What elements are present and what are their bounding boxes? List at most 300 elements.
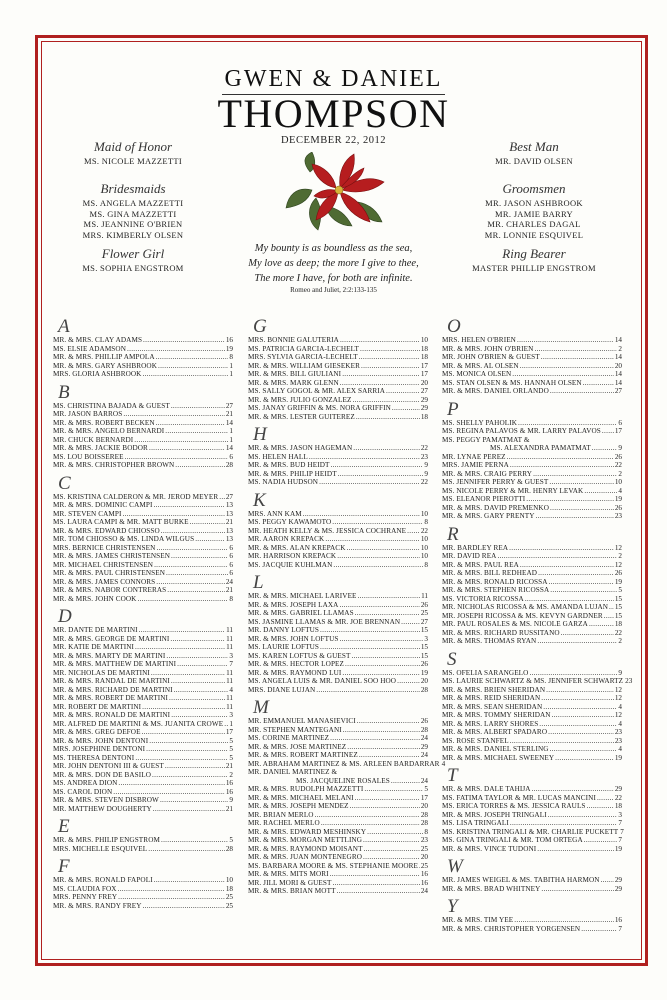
table-number: 29 [614,785,622,793]
table-number: 6 [229,543,233,552]
table-number: 25 [420,844,428,853]
guest-row [53,703,233,712]
section-letter: Y [447,896,458,917]
dot-leader [127,345,225,354]
table-number: 7 [618,924,622,933]
table-number: 4 [441,759,446,768]
dot-leader [321,819,420,828]
guest-row [442,620,622,629]
guest-name: MR. & MRS. SEAN SHERIDAN [442,702,543,711]
guest-name: MR. & MRS. CLAY ADAMS [53,336,143,344]
table-number: 15 [420,651,428,660]
verse-line: The more I have, for both are infinite. [254,273,413,284]
guest-name: MS. THERESA DENTONI [53,753,135,762]
table-number: 14 [614,353,622,361]
guest-row [53,669,233,678]
table-number: 29 [614,884,622,893]
guest-name: MR. & MRS. HECTOR LOPEZ [248,660,345,668]
dot-leader [167,586,225,595]
dot-leader [549,478,613,487]
table-number: 16 [420,870,428,878]
dot-leader [142,728,225,737]
guest-row [53,720,233,729]
guest-name: MR. & MRS. RONALD RICOSSA [442,577,548,586]
role-title: Flower Girl [101,246,165,261]
dot-leader [177,660,228,669]
table-number: 11 [226,677,233,685]
guest-name: MR. & MRS. GARY PRENTY [442,512,535,520]
guest-row [53,643,233,652]
table-number: 27 [614,387,622,395]
table-number: 18 [420,344,428,353]
section-letter: S [447,648,457,670]
table-number: 18 [614,620,622,628]
section-letter: P [447,398,459,420]
dot-leader [156,578,225,587]
dot-leader [161,836,228,845]
table-number: 8 [424,560,428,569]
table-number: 21 [225,586,233,594]
table-number: 22 [420,526,428,535]
guest-name: MR. & MRS. RONALD DE MARTINI [53,711,171,719]
table-number: 3 [229,651,233,660]
table-number: 19 [420,668,428,677]
dot-leader [113,788,225,797]
table-number: 6 [618,418,622,427]
guest-row [442,737,622,746]
guest-name: MR. & MRS. PHILIP HEIDT [248,469,337,478]
table-number: 26 [420,717,428,725]
guest-name: MR. DANIEL MARTINEZ & [248,768,338,776]
table-number: 5 [618,586,622,594]
guest-row [248,601,428,610]
table-number: 24 [225,577,233,586]
table-number: 18 [614,802,622,810]
guest-row [442,512,622,521]
guest-name: MR. & MRS. LARRY SHORES [442,719,539,728]
guest-name: MR. & MRS. BILL REDHEAD [442,569,538,577]
guest-name: MS. MONICA OLSEN [442,370,512,378]
table-number: 24 [420,751,428,759]
guest-row [442,885,622,894]
guest-name: MR. & MRS. RANDAL DE MARTINI [53,677,170,685]
guest-row [442,419,622,428]
dot-leader [537,845,614,854]
table-number: 11 [226,668,233,677]
guest-name: MR. & MRS. GARY ASHBROOK [53,361,157,370]
guest-name: MR. & MRS. BRIAN MOTT [248,887,336,895]
table-number: 19 [614,577,622,586]
guest-name: MR. & MRS. WILLIAM GIESEKER [248,361,360,370]
dot-leader [325,535,419,544]
table-number: 16 [225,787,233,796]
guest-row [248,785,428,794]
guest-row [53,885,233,894]
guest-row [248,387,428,396]
dot-leader [510,461,614,470]
guest-name: MR. DAVID REA [442,552,497,560]
table-number: 11 [226,643,233,651]
table-number: 22 [614,461,622,469]
dot-leader [135,754,228,763]
dot-leader [165,427,228,436]
guest-name: MR. & MRS. PHILLIP AMPOLA [53,353,155,361]
couple-first-names: GWEN & DANIEL [224,66,443,92]
guest-name: MR. & MRS. DAVID PREMENKO [442,503,550,512]
dot-leader [134,436,228,445]
seating-column-1 [53,318,233,915]
section-letter: K [253,489,266,511]
guest-name: MR. RACHEL MERLO [248,819,320,827]
seating-column-2 [248,316,446,901]
dot-leader [541,353,614,362]
guest-row [248,336,428,345]
guest-row [248,626,428,635]
guest-name: MR. & MRS. AL OLSEN [442,361,519,370]
table-number: 14 [225,418,233,427]
dot-leader [548,728,614,737]
guest-row [442,453,622,462]
section-letter: F [58,856,70,877]
guest-name: MS. JACQUELINE ROSALES [296,776,390,785]
guest-name: MR. HEATH KELLY & MS. JESSICA COCHRANE [248,526,407,535]
guest-row [248,404,428,413]
guest-row [442,811,622,820]
guest-name: MR. & MRS. JOSEPH MENDEZ [248,802,349,810]
table-number: 6 [229,552,233,560]
table-number: 4 [618,719,622,728]
dot-leader [517,336,614,345]
dot-leader [592,444,618,453]
section-letter: H [253,424,267,445]
table-number: 22 [614,793,622,802]
dot-leader [143,902,225,911]
section-letter: R [447,523,459,545]
table-number: 9 [229,796,233,804]
dot-leader [401,618,420,627]
verse-citation: Romeo and Juliet, 2:2:133-135 [290,286,377,294]
section-letter: M [253,697,269,718]
section-letter: W [447,856,463,877]
guest-name: MRS. PENNY FREY [53,893,118,901]
guest-name: MR. ROBERT DE MARTINI [53,702,142,711]
table-number: 1 [229,427,233,435]
dot-leader [538,569,614,578]
dot-leader [510,819,618,828]
verse-line: My bounty is as boundless as the sea, [254,243,413,254]
guest-name: MS. CLAUDIA FOX [53,884,117,893]
guest-row [442,629,622,638]
dot-leader [148,845,225,854]
table-number: 26 [420,600,428,609]
guest-name: MR. & MRS. THOMAS RYAN [442,637,537,645]
table-number: 23 [625,677,633,685]
guest-name: MR. & MRS. ALBERT SPADARO [442,728,548,736]
table-number: 6 [229,452,233,461]
table-number: 20 [614,361,622,370]
guest-row [248,478,428,487]
guest-name: MR. & MRS. RAYMOND MOISANT [248,844,363,853]
dot-leader [550,504,614,513]
table-number: 6 [229,560,233,569]
dot-leader [319,478,420,487]
table-number: 20 [420,853,428,861]
table-number: 27 [420,387,428,395]
guest-name: MR. & MRS. JUAN MONTENEGRO [248,853,363,861]
guest-name: MR. & MRS. STEPHEN RICOSSA [442,586,550,594]
guest-row [53,419,233,428]
verse-line: My love as deep; the more I give to thee, [248,258,419,269]
table-number: 12 [614,711,622,719]
dot-leader [333,879,420,888]
guest-row [442,336,622,345]
dot-leader [320,626,420,635]
guest-row [248,461,428,470]
guest-name: MR. & MRS. JOHN DENTONI [53,736,149,745]
dot-leader [520,561,614,570]
dot-leader [333,561,423,570]
poinsettia-illustration [282,152,388,236]
guest-row [248,444,428,453]
dot-leader [339,635,423,644]
table-number: 14 [614,370,622,378]
guest-name: MR. & MRS. DALE TAHIJA [442,785,531,793]
guest-name: MR. & MRS. CRAIG PERRY [442,469,533,478]
guest-row [442,603,622,612]
dot-leader [510,737,614,746]
dot-leader [604,612,614,621]
guest-row [53,527,233,536]
guest-name: MR. & MRS. ROBERT DE MARTINI [53,694,169,702]
guest-row [442,504,622,513]
dot-leader [356,413,420,422]
table-number: 2 [618,344,622,353]
dot-leader [345,660,420,669]
guest-name: MRS. BERNICE CHRISTENSEN [53,543,156,552]
table-number: 26 [614,503,622,512]
table-number: 24 [420,734,428,742]
guest-row [53,902,233,911]
guest-row [53,336,233,345]
party-name: MR. DAVID OLSEN [495,156,573,166]
guest-name: MR. JILL MORI & GUEST [248,878,332,887]
table-number: 28 [420,810,428,819]
guest-row [248,345,428,354]
guest-name: MR. EMMANUEL MANASIEVICI [248,717,356,725]
party-name: MS. GINA MAZZETTI [89,208,177,219]
table-number: 27 [420,617,428,626]
dot-leader [171,552,228,561]
table-number: 25 [225,901,233,910]
guest-row [442,461,622,470]
section-letter: E [58,816,70,837]
guest-row [53,754,233,763]
guest-row [248,677,428,686]
guest-name: MR. & MRS. NABOR CONTRERAS [53,586,167,594]
dot-leader [386,387,420,396]
table-number: 1 [229,370,233,378]
guest-name: MR. & MRS. CHRISTOPHER YORGENSEN [442,924,581,933]
guest-row [248,819,428,828]
table-number: 16 [225,336,233,344]
guest-name: MR. & MRS. ALAN KREPACK [248,543,346,552]
table-number: 16 [225,779,233,787]
dot-leader [351,652,419,661]
guest-name: MR. AARON KREPACK [248,535,325,543]
guest-name: MS. JASMINE LLAMAS & MR. JOE BRENNAN [248,617,401,626]
table-number: 3 [229,711,233,719]
guest-row [53,493,233,502]
table-number: 22 [420,444,428,452]
guest-name: MR. & MRS. MARK GLENN [248,378,339,387]
guest-row [442,370,622,379]
dot-leader [581,925,617,934]
table-number: 19 [614,844,622,853]
guest-row [248,669,428,678]
guest-row [53,552,233,561]
guest-row [248,635,428,644]
guest-name: MS. LOU BOISSEREE [53,452,124,461]
dot-leader [151,669,225,678]
guest-row [442,876,622,885]
guest-row [442,353,622,362]
guest-name: MR. & MRS. MATTHEW DE MARTINI [53,660,177,668]
table-number: 8 [424,518,428,526]
guest-name: MS. PEGGY KAWAMOTO [248,518,332,526]
guest-row [53,595,233,604]
dot-leader [497,552,617,561]
guest-name: MR. & MRS. RICHARD RUSSITANO [442,628,560,637]
guest-row [248,751,428,760]
guest-name: MR. & MRS. DOMINIC CAMPI [53,501,153,509]
dot-leader [353,396,420,405]
dot-leader [391,777,420,786]
dot-leader [149,737,228,746]
table-number: 10 [420,535,428,543]
guest-name: MR. ALFRED DE MARTINI & MS. JUANITA CROWE [53,719,224,728]
dot-leader [355,609,420,618]
table-number: 10 [420,336,428,344]
verse-block [0,241,667,295]
dot-leader [143,336,225,345]
guest-row [53,686,233,695]
guest-name: MR. & MRS. MICHAEL LARIVEE [248,592,357,600]
table-number: 23 [614,736,622,745]
guest-name: MR. PAUL ROSALES & MS. NICOLE GARZA [442,620,588,628]
table-number: 18 [420,412,428,421]
guest-name: MS. LISA TRINGALI [442,819,509,827]
guest-row [442,916,622,925]
dot-leader [392,404,420,413]
table-number: 1 [229,719,233,728]
guest-row [442,785,622,794]
dot-leader [154,876,225,885]
guest-name: MR. & MRS. BRAD WHITNEY [442,884,541,893]
role-title: Groomsmen [502,181,566,196]
guest-row [248,413,428,422]
guest-name: MR. CHUCK BERNARDI [53,435,134,444]
guest-row [442,677,633,686]
guest-row [248,870,428,879]
table-number: 15 [614,594,622,603]
guest-row [442,802,622,811]
dot-leader [146,745,228,754]
dot-leader [584,836,618,845]
dot-leader [602,427,614,436]
guest-name: MR. & MRS. JOHN LOFTUS [248,634,339,643]
dot-leader [360,345,420,354]
guest-row [53,345,233,354]
guest-row [53,652,233,661]
dot-leader [549,578,614,587]
dot-leader [330,461,423,470]
table-number: 20 [420,378,428,387]
guest-name: MR. & MRS. RAYMOND LUI [248,668,342,677]
bridesmaids-block [43,181,223,240]
guest-row [53,461,233,470]
table-number: 1 [229,435,233,444]
guest-name: MS. REGINA PALAVOS & MR. LARRY PALAVOS [442,427,601,435]
guest-name: MR. & MRS. EDWARD CHIOSSO [53,526,160,535]
guest-name: MR. STEPHEN MANTEGANI [248,725,342,734]
dot-leader [537,637,617,646]
table-number: 16 [614,916,622,924]
dot-leader [520,362,614,371]
dot-leader [219,493,225,502]
table-number: 26 [420,660,428,668]
guest-name: MR. & MRS. GEORGE DE MARTINI [53,634,170,643]
dot-leader [536,512,614,521]
guest-name: MRS. MICHELLE ESQUIVEL [53,844,148,853]
guest-name: MR. & MRS. JACKIE BODOR [53,444,148,452]
dot-leader [541,885,613,894]
guest-name: MS. JENNIFER PERRY & GUEST [442,478,549,486]
section-letter: D [58,606,72,627]
guest-row [248,836,428,845]
guest-name: MR. & MRS. JAMES CONNORS [53,577,156,586]
dot-leader [160,796,228,805]
table-number: 3 [618,810,622,819]
table-number: 12 [614,694,622,702]
guest-row [53,677,233,686]
guest-name: MS. KRISTINA TRINGALI & MR. CHARLIE PUCKETT [442,827,619,836]
guest-row [248,845,428,854]
guest-name: MRS. JAMIE PERNA [442,461,509,469]
guest-name: MR. JAMES WEIGEL & MS. TABITHA HARMON [442,876,600,884]
guest-name: MS. LAURIE SCHWARTZ & MS. JENNIFER SCHWARTZ [442,677,624,685]
guest-row [53,635,233,644]
table-number: 4 [618,745,622,753]
guest-row [53,353,233,362]
guest-name: MR. & MRS. GABRIEL LLAMAS [248,609,354,617]
guest-row [53,518,233,527]
dot-leader [340,379,420,388]
guest-row [53,427,233,436]
dot-leader [156,353,229,362]
dot-leader [309,453,420,462]
table-number: 24 [420,887,428,895]
guest-row [248,396,428,405]
guest-name: MR. & MRS. PHILIP ENGSTROM [53,836,160,844]
table-number: 19 [614,753,622,762]
dot-leader [347,743,420,752]
groomsmen-block [444,181,624,240]
guest-name: MR. & MRS. RONALD FAPOLI [53,876,153,884]
table-number: 9 [424,461,428,469]
dot-leader [332,518,423,527]
table-number: 21 [225,518,233,526]
dot-leader [541,694,614,703]
